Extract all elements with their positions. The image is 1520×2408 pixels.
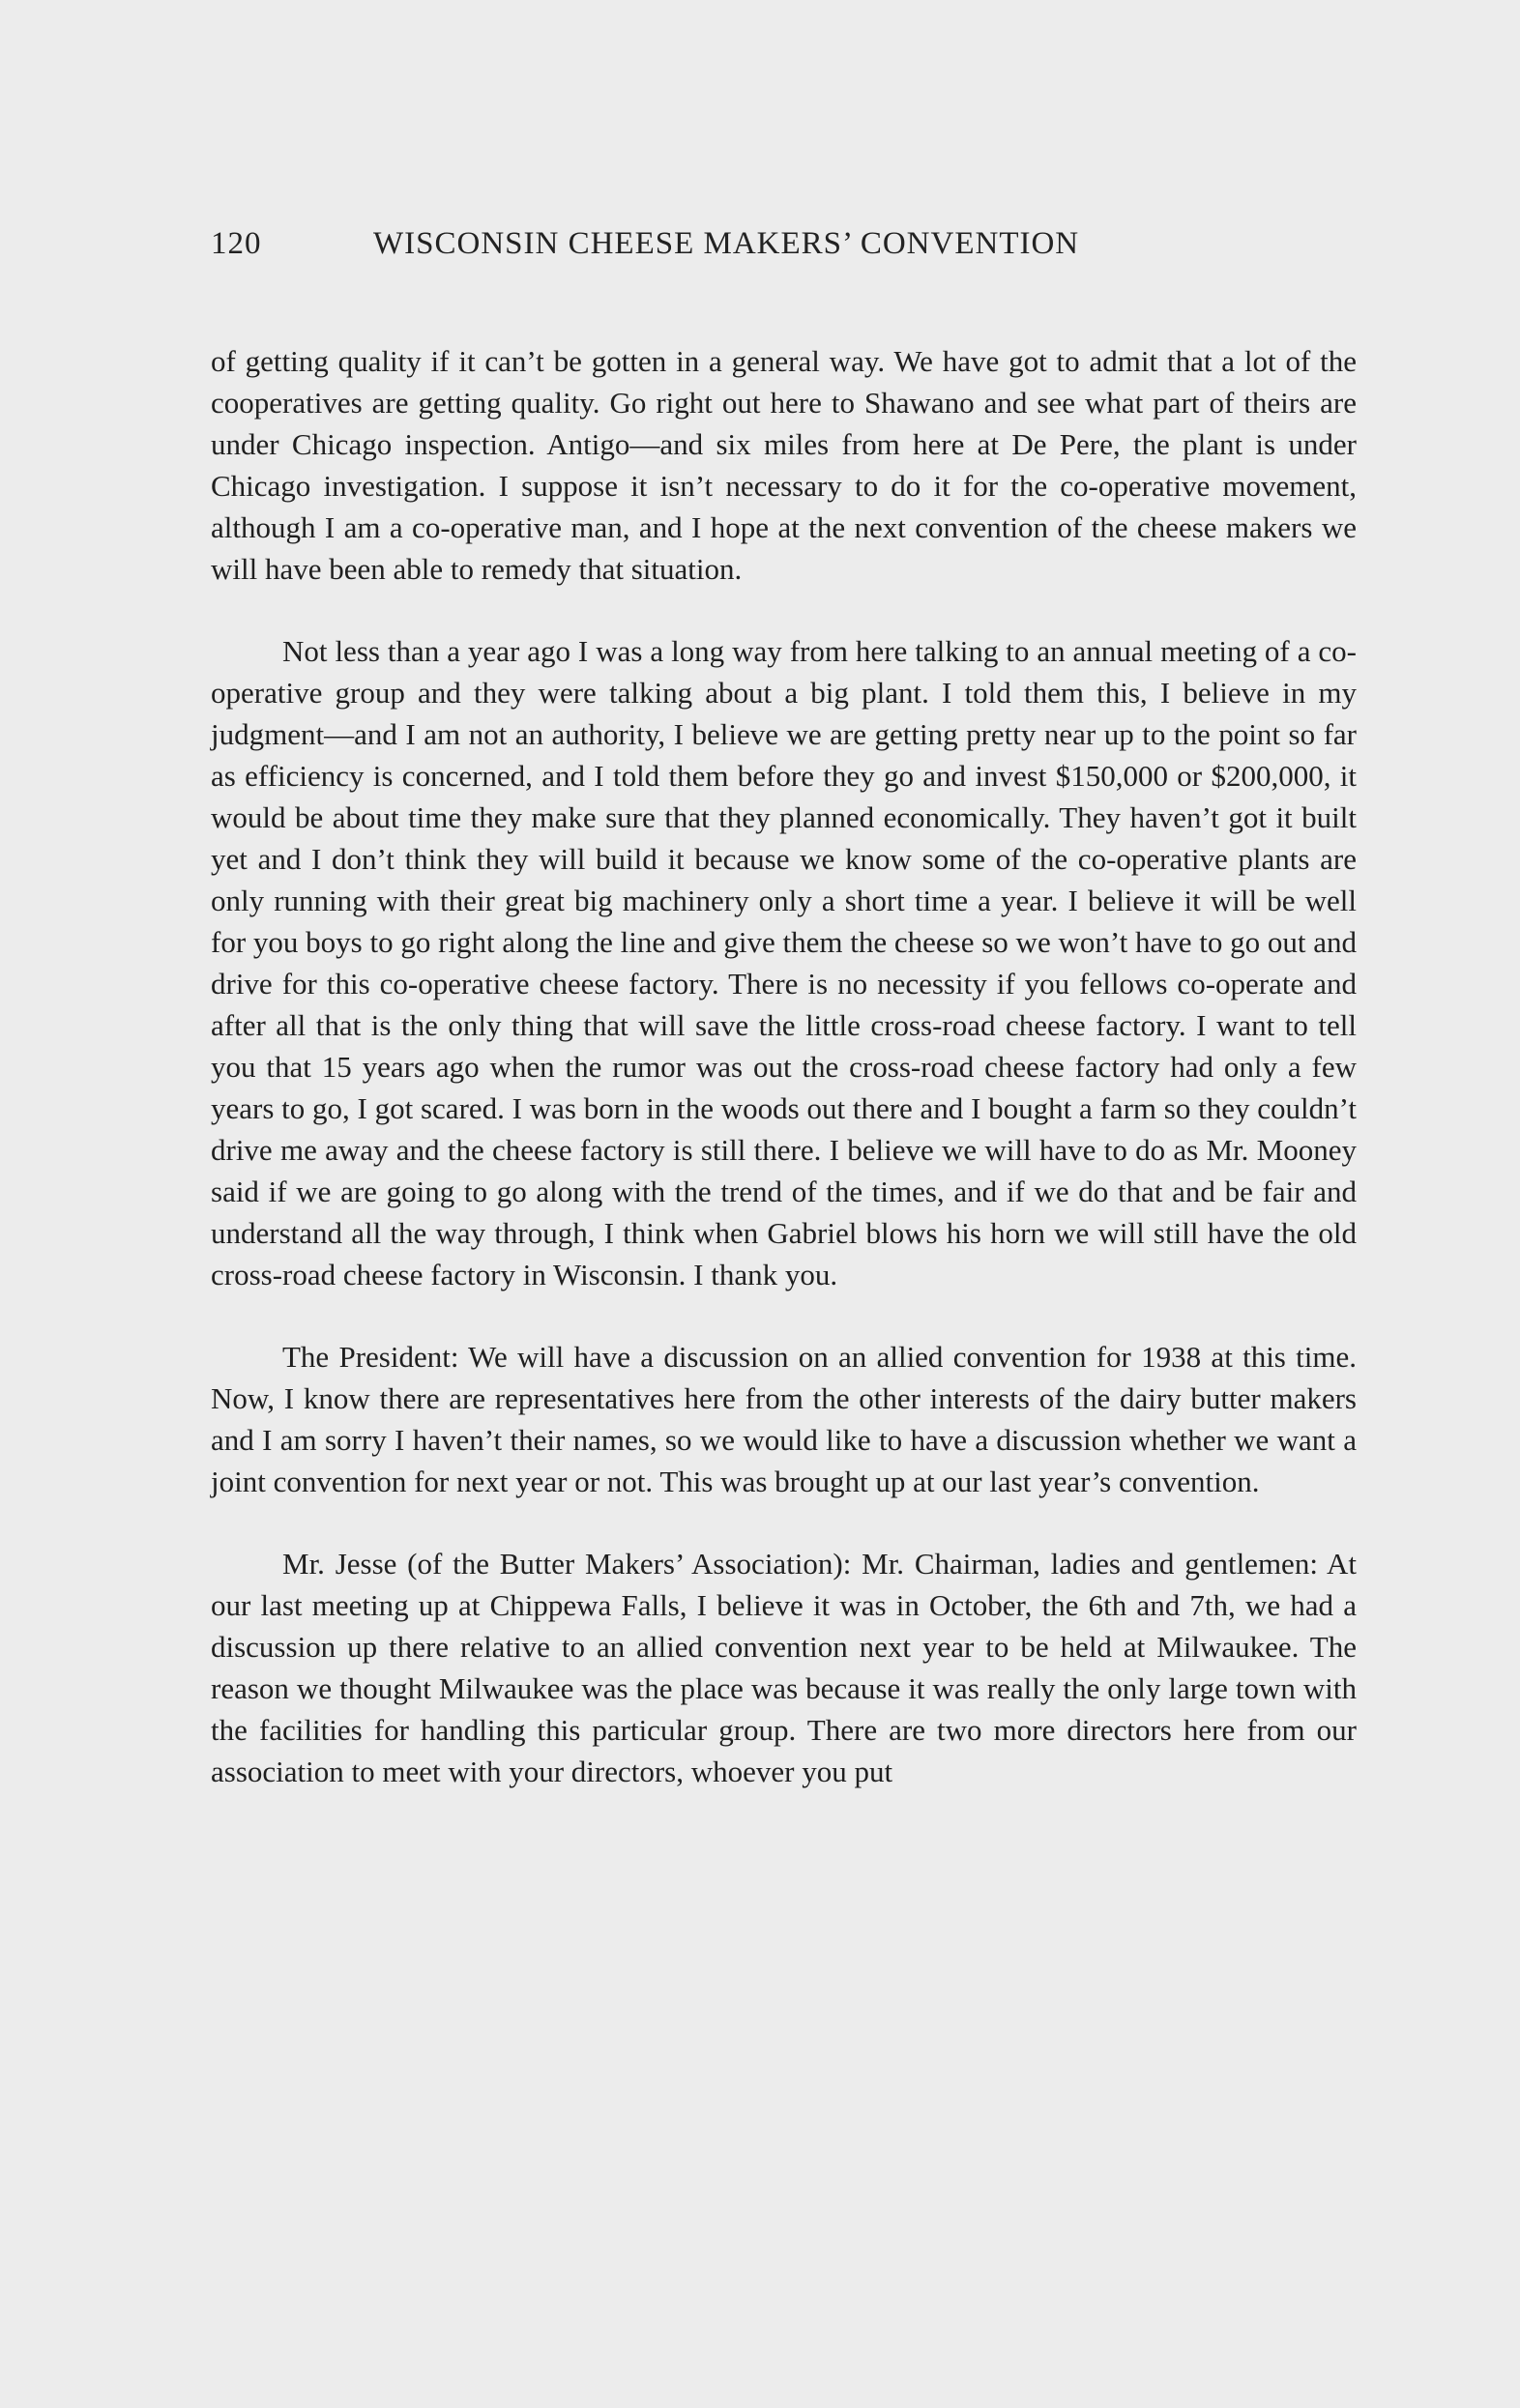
body-text [211, 340, 1357, 1833]
paragraph-jesse: Mr. Jesse (of the Butter Makers’ Association): Mr. Chairman, ladies and gentlemen: At our last meeting up at Chippewa Falls, I believe it was in October, the 6th and 7th, we had a discussion up there relative to an allied convention next year to be held at Milwaukee. The reason we thought Milwaukee was the place was because it was really the only large town with the facilities for handling this particular group. There are two more directors here from our association to meet with your directors, whoever you put [211, 1547, 1357, 1788]
page-header [211, 226, 1357, 269]
running-title: WISCONSIN CHEESE MAKERS’ CONVENTION [373, 226, 1080, 261]
paragraph-president: The President: We will have a discussion on an allied convention for 1938 at this time. Now, I know there are representatives here from the other interests of the dairy butter makers and I am sorry I haven’t their names, so we would like to have a discussion whether we want a joint convention for next year or not. This was brought up at our last year’s convention. [211, 1340, 1357, 1498]
paragraph-continuation: of getting quality if it can’t be gotten in a general way. We have got to admit that a lot of the cooperatives are getting quality. Go right out here to Shawano and see what part of theirs are under Chicago inspection. Antigo—and six miles from here at De Pere, the plant is under Chicago investigation. I suppose it isn’t necessary to do it for the co-operative movement, although I am a co-operative man, and I hope at the next convention of the cheese makers we will have been able to remedy that situation. [211, 344, 1357, 586]
paragraph-speech: Not less than a year ago I was a long way from here talking to an annual meeting of a co-operative group and they were talking about a big plant. I told them this, I believe in my judgment—and I am not an authority, I believe we are getting pretty near up to the point so far as efficiency is concerned, and I told them before they go and invest $150,000 or $200,000, it would be about time they make sure that they planned economically. They haven’t got it built yet and I don’t think they will build it because we know some of the co-operative plants are only running with their great big machinery only a short time a year. I believe it will be well for you boys to go right along the line and give them the cheese so we won’t have to go out and drive for this co-operative cheese factory. There is no necessity if you fellows co-operate and after all that is the only thing that will save the little cross-road cheese factory. I want to tell you that 15 years ago when the rumor was out the cross-road cheese factory had only a few years to go, I got scared. I was born in the woods out there and I bought a farm so they couldn’t drive me away and the cheese factory is still there. I believe we will have to do as Mr. Mooney said if we are going to go along with the trend of the times, and if we do that and be fair and understand all the way through, I think when Gabriel blows his horn we will still have the old cross-road cheese factory in Wisconsin. I thank you. [211, 634, 1357, 1291]
page-number: 120 [211, 226, 262, 261]
